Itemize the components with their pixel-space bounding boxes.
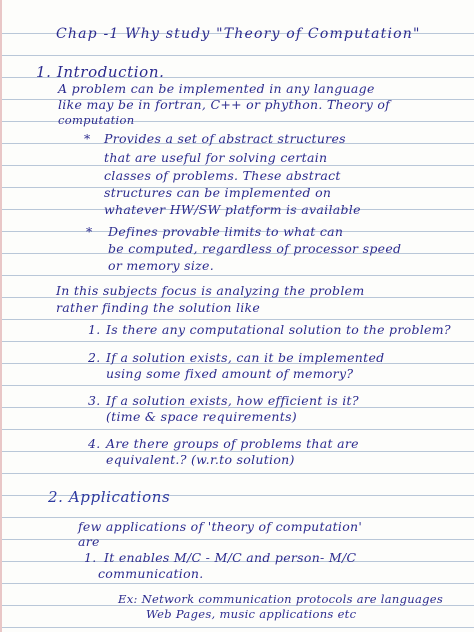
- bullet-marker-1: *: [84, 131, 91, 146]
- intro-line-3: computation: [58, 113, 135, 127]
- bullet-1-line-3: classes of problems. These abstract: [104, 168, 341, 183]
- question-1-number: 1.: [88, 322, 101, 337]
- question-3-line-2: (time & space requirements): [106, 409, 297, 424]
- example-line-2: Web Pages, music applications etc: [146, 607, 357, 621]
- page-title: Chap -1 Why study "Theory of Computation": [56, 26, 421, 42]
- application-1-line-2: communication.: [98, 566, 204, 581]
- question-3-line-1: If a solution exists, how efficient is it?: [106, 393, 359, 408]
- bullet-2-line-3: or memory size.: [108, 258, 214, 273]
- intro-line-2: like may be in fortran, C++ or phython. Theory of: [58, 97, 391, 112]
- applications-intro-line-1: few applications of 'theory of computation': [78, 519, 363, 534]
- bullet-marker-2: *: [86, 224, 93, 239]
- section-heading-introduction: 1. Introduction.: [36, 63, 165, 81]
- question-2-line-1: If a solution exists, can it be implemented: [106, 350, 385, 365]
- section-heading-applications: 2. Applications: [48, 488, 171, 506]
- page-margin-line: [0, 0, 2, 632]
- focus-line-2: rather finding the solution like: [56, 300, 261, 315]
- question-4-number: 4.: [88, 436, 101, 451]
- example-line-1: Ex: Network communication protocols are languages: [118, 592, 444, 606]
- question-2-number: 2.: [88, 350, 101, 365]
- application-1-number: 1.: [84, 550, 97, 565]
- bullet-1-line-5: whatever HW/SW platform is available: [104, 202, 361, 217]
- bullet-1-line-2: that are useful for solving certain: [104, 150, 328, 165]
- bullet-2-line-2: be computed, regardless of processor speed: [108, 241, 402, 256]
- intro-line-1: A problem can be implemented in any language: [58, 81, 375, 96]
- applications-intro-line-2: are: [78, 534, 100, 549]
- bullet-2-line-1: Defines provable limits to what can: [108, 224, 344, 239]
- question-1-line-1: Is there any computational solution to the problem?: [106, 322, 451, 337]
- question-2-line-2: using some fixed amount of memory?: [106, 366, 354, 381]
- question-3-number: 3.: [88, 393, 101, 408]
- application-1-line-1: It enables M/C - M/C and person- M/C: [104, 550, 357, 565]
- bullet-1-line-1: Provides a set of abstract structures: [104, 131, 346, 146]
- focus-line-1: In this subjects focus is analyzing the problem: [56, 283, 365, 298]
- bullet-1-line-4: structures can be implemented on: [104, 185, 332, 200]
- question-4-line-1: Are there groups of problems that are: [106, 436, 359, 451]
- question-4-line-2: equivalent.? (w.r.to solution): [106, 452, 295, 467]
